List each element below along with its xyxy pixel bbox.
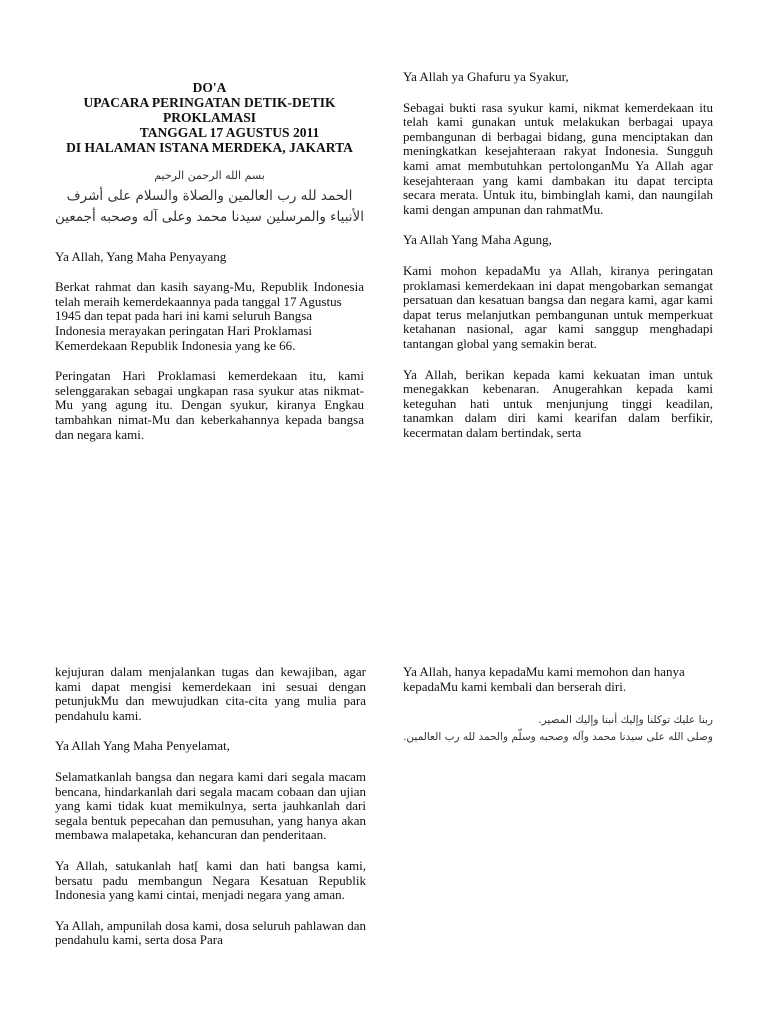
title-line-4: TANGGAL 17 AGUSTUS 2011 [139, 125, 320, 140]
arabic-closing-prayer [403, 712, 713, 746]
paragraph-berkat-rahmat-cont: 1945 dan tepat pada hari ini kami seluruh Bangsa Indonesia merayakan peringatan Hari Proklamasi Kemerdekaan Republik Indonesia yang ke 66. [55, 308, 313, 353]
salutation-maha-penyelamat: Ya Allah Yang Maha Penyelamat, [55, 738, 230, 754]
salutation-maha-penyayang: Ya Allah, Yang Maha Penyayang [55, 248, 227, 264]
left-column-bottom [55, 665, 366, 948]
paragraph-ampunilah: Ya Allah, ampunilah dosa kami, dosa seluruh pahlawan dan pendahulu kami, serta dosa Para [55, 917, 366, 948]
title-line-2: UPACARA PERINGATAN DETIK-DETIK [83, 95, 336, 110]
title-line-1: DO'A [192, 80, 227, 95]
paragraph-mohon-kepadamu: Kami mohon kepadaMu ya Allah, kiranya peringatan proklamasi kemerdekaan ini dapat mengobarkan semangat persatuan dan kesatuan bangsa dan negara kami, agar kami dapat terus melanjutkan pembangunan untuk memperkuat ketahanan nasional, agar kami sanggup menghadapi tantangan global yang semakin berat. [403, 262, 713, 351]
paragraph-hanya-kepadamu: Ya Allah, hanya kepadaMu kami memohon dan hanya kepadaMu kami kembali dan berserah diri. [403, 664, 685, 694]
title-line-3: PROKLAMASI [162, 110, 256, 125]
salutation-maha-agung: Ya Allah Yang Maha Agung, [403, 232, 552, 248]
arabic-opening-prayer [55, 186, 364, 228]
right-column-top [403, 70, 713, 440]
right-column-bottom [403, 665, 713, 746]
arabic-closing-line-2: وصلى الله على سيدنا محمد وآله وصحبه وسلّم والحمد لله رب العالمين. [403, 731, 713, 744]
paragraph-berkat-rahmat: Berkat rahmat dan kasih sayang-Mu, Republik Indonesia telah meraih kemerdekaannya pada tanggal 17 Agustus [55, 279, 364, 309]
arabic-opening-line-1: الحمد لله رب العالمين والصلاة والسلام على أشرف [66, 187, 353, 204]
paragraph-kekuatan-iman: Ya Allah, berikan kepada kami kekuatan iman untuk menegakkan kebenaran. Anugerahkan kepada kami keteguhan hati untuk menjunjung tinggi keadilan, tanamkan dalam diri kami kearifan dalam berfikir, kecermatan dalam bertindak, serta [403, 366, 713, 440]
title-line-5: DI HALAMAN ISTANA MERDEKA, JAKARTA [66, 140, 353, 155]
left-column-top [55, 80, 364, 442]
salutation-ghafuru-syakur: Ya Allah ya Ghafuru ya Syakur, [403, 69, 569, 84]
paragraph-kejujuran: kejujuran dalam menjalankan tugas dan kewajiban, agar kami dapat mengisi kemerdekaan ini sesuai dengan petunjukMu dan mewujudkan cita-cita yang mulia para pendahulu kami. [55, 664, 366, 723]
document-title [55, 80, 364, 155]
paragraph-satukanlah: Ya Allah, satukanlah hat[ kami dan hati bangsa kami, bersatu padu membangun Negara Kesatuan Republik Indonesia yang kami cintai, menjadi negara yang aman. [55, 857, 366, 903]
arabic-opening-line-2: الأنبياء والمرسلين سيدنا محمد وعلى آله وصحبه أجمعين [55, 208, 364, 225]
paragraph-selamatkanlah: Selamatkanlah bangsa dan negara kami dari segala macam bencana, hindarkanlah dari segala macam cobaan dan ujian yang kami tidak kuat memikulnya, serta jauhkanlah dari segala bentuk pepecahan dan pemusuhan, yang hanya akan membawa malapetaka, kehancuran dan penderitaan. [55, 768, 366, 843]
arabic-basmalah: بسم الله الرحمن الرحيم [154, 169, 265, 182]
arabic-closing-line-1: ربنا عليك توكلنا وإليك أنبنا وإليك المصير. [538, 714, 713, 727]
paragraph-bukti-syukur: Sebagai bukti rasa syukur kami, nikmat kemerdekaan itu telah kami gunakan untuk melakukan berbagai upaya pembangunan di berbagai bidang, guna menciptakan dan meningkatkan kesejahteraan rakyat Indonesia. Sungguh kami amat membutuhkan pertolonganMu Ya Allah agar kesejahteraan yang kami dambakan itu dapat tercipta secara merata. Untuk itu, bimbinglah kami, dan naungilah kami dengan ampunan dan rahmatMu. [403, 99, 713, 217]
paragraph-peringatan: Peringatan Hari Proklamasi kemerdekaan itu, kami selenggarakan sebagai ungkapan rasa syukur atas nikmat-Mu yang agung itu. Dengan syukur, kiranya Engkau tambahkan nimat-Mu dan keberkahannya kepada bangsa dan negara kami. [55, 368, 364, 442]
